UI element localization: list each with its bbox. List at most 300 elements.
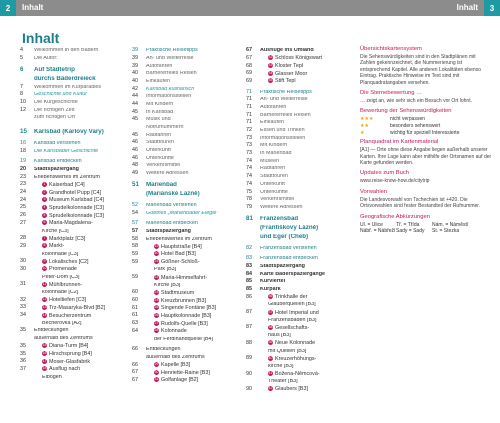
- toc-entry[interactable]: [246, 62, 354, 70]
- toc-page-number: 72: [246, 127, 252, 134]
- toc-entry[interactable]: [246, 181, 354, 189]
- toc-entry[interactable]: [246, 244, 354, 252]
- toc-page-number: 88: [246, 339, 252, 346]
- toc-entry[interactable]: [20, 297, 124, 305]
- star-legend-row: [360, 130, 492, 137]
- toc-entry[interactable]: [132, 320, 240, 328]
- toc-entry-label: Die Karlsbader Geschichte: [34, 148, 99, 154]
- toc-entry[interactable]: [20, 335, 124, 343]
- toc-entry[interactable]: [246, 204, 354, 212]
- toc-entry[interactable]: [132, 155, 240, 163]
- toc-entry-label: An- und Weiterreise: [260, 97, 308, 103]
- toc-entry[interactable]: [132, 116, 240, 124]
- toc-entry-label: Hauptkolonnade [B3]: [161, 312, 212, 319]
- toc-page-number: 49: [132, 170, 138, 177]
- toc-entry[interactable]: [246, 78, 354, 86]
- toc-page-number: 23: [20, 181, 26, 188]
- toc-entry[interactable]: [132, 312, 240, 320]
- toc-entry[interactable]: [132, 93, 240, 101]
- toc-entry-label: Karlsbad verstehen: [34, 140, 81, 146]
- toc-entry[interactable]: [20, 320, 124, 328]
- toc-entry-label: Autofahren: [260, 104, 287, 110]
- toc-entry-label: Kirche [B3]: [154, 282, 181, 288]
- sight-number-marker: 11: [42, 281, 47, 286]
- toc-entry[interactable]: [132, 328, 240, 336]
- toc-page-number: 66: [132, 361, 138, 368]
- toc-entry[interactable]: [132, 139, 240, 147]
- sight-number-marker: 12: [42, 297, 47, 302]
- toc-entry[interactable]: [20, 304, 124, 312]
- toc-entry[interactable]: [132, 289, 240, 297]
- toc-entry[interactable]: [20, 181, 124, 189]
- toc-entry[interactable]: [132, 235, 240, 243]
- sight-number-marker: 15: [42, 343, 47, 348]
- toc-entry[interactable]: [246, 317, 354, 325]
- toc-entry[interactable]: [246, 386, 354, 394]
- toc-entry[interactable]: [246, 232, 354, 241]
- toc-page-number: 67: [246, 47, 252, 54]
- toc-entry-label: Sprudelkolonnade [C3]: [49, 212, 104, 219]
- toc-entry[interactable]: [132, 78, 240, 86]
- toc-entry-label: kolonnade [C3]: [42, 251, 79, 257]
- toc-entry[interactable]: [132, 266, 240, 274]
- legend-heading-dialing: Vorwahlen: [360, 188, 388, 195]
- sight-number-marker: 8: [43, 243, 46, 248]
- toc-entry-label: Weitere Adressen: [146, 171, 189, 177]
- star-legend-label: nicht verpassen: [390, 116, 426, 123]
- updates-link[interactable]: www.reise-know-how.de/citytrip: [360, 178, 430, 185]
- toc-page-number: 35: [20, 350, 26, 357]
- legend-text-dialing: Die Landesvorwahl von Tschechien ist +420. Die Ortsvorwahlen sind fester Bestandteil der Rufnummer.: [360, 196, 481, 210]
- toc-entry-label: Barrierefreies Reisen: [146, 71, 197, 77]
- toc-page-number: 79: [246, 203, 252, 210]
- toc-entry-label: mit Quellen [B3]: [268, 348, 307, 354]
- toc-entry[interactable]: [246, 255, 354, 263]
- toc-page-number: 71: [246, 96, 252, 103]
- toc-entry[interactable]: [132, 297, 240, 305]
- toc-entry[interactable]: [132, 101, 240, 109]
- toc-entry[interactable]: [246, 96, 354, 104]
- toc-entry-label: Trz-Masaryka-Blvd [B2]: [49, 304, 106, 311]
- toc-column-2: [132, 47, 240, 385]
- star-icon: ★★★: [360, 116, 374, 123]
- toc-entry-label: Singende Fontäne [B3]: [161, 305, 217, 312]
- toc-entry-label: Mühlbrunnen-: [49, 281, 83, 288]
- toc-entry-label: kirche [B3]: [268, 363, 294, 369]
- toc-entry[interactable]: [132, 209, 240, 217]
- toc-entry[interactable]: [132, 170, 240, 178]
- toc-page-number: 90: [246, 385, 252, 392]
- toc-entry[interactable]: [246, 150, 354, 158]
- toc-entry-label: Entdeckungen: [146, 347, 181, 353]
- toc-entry-label: In Karlsbad: [146, 109, 174, 115]
- toc-entry[interactable]: [246, 263, 354, 271]
- toc-entry[interactable]: [246, 347, 354, 355]
- toc-entry-label: Schloss Königswart: [275, 55, 323, 62]
- toc-entry[interactable]: [132, 259, 240, 267]
- toc-entry[interactable]: [246, 214, 354, 223]
- toc-entry-label: Stadtspaziergang: [146, 228, 191, 234]
- toc-entry[interactable]: [20, 235, 124, 243]
- toc-entry[interactable]: [246, 158, 354, 166]
- toc-entry-label: Die richtigen Zeit: [34, 107, 75, 113]
- toc-entry[interactable]: [20, 289, 124, 297]
- toc-page-number: 60: [132, 289, 138, 296]
- toc-entry-label: Barrierefreies Reisen: [260, 112, 311, 118]
- abbreviation-item: Ul. = Ulice: [360, 221, 383, 228]
- toc-entry[interactable]: [246, 127, 354, 135]
- toc-entry[interactable]: [132, 251, 240, 259]
- toc-entry-label: Grandhotel Pupp [C4]: [49, 189, 102, 196]
- toc-entry-label: Stadtspaziergang: [260, 263, 305, 269]
- sight-number-marker: 22: [154, 274, 159, 279]
- toc-entry-label: Stadttouren: [260, 174, 288, 180]
- toc-page-number: 54: [132, 209, 138, 216]
- toc-page-number: 39: [132, 62, 138, 69]
- toc-page-number: 82: [246, 244, 252, 251]
- abbreviation-item: Tř. = Třída: [396, 221, 420, 228]
- toc-entry[interactable]: [20, 174, 124, 182]
- toc-entry-label: Museen: [260, 158, 280, 164]
- sight-number-marker: 33: [268, 63, 273, 68]
- toc-entry-label: Karlsbad entdecken: [34, 159, 82, 165]
- toc-entry-label: Glauberquellen [B3]: [268, 302, 316, 308]
- toc-entry-label: Franzensbad: [260, 215, 299, 222]
- toc-entry[interactable]: [20, 227, 124, 235]
- toc-entry[interactable]: [246, 324, 354, 332]
- toc-entry-label: Hotel Imperial und: [275, 309, 319, 316]
- toc-page-number: 69: [246, 77, 252, 84]
- sight-number-marker: 40: [268, 355, 273, 360]
- toc-entry[interactable]: [20, 114, 124, 122]
- toc-entry-label: Kapelle [B3]: [161, 362, 191, 369]
- header-title-left: Inhalt: [22, 3, 44, 12]
- toc-entry[interactable]: [132, 85, 240, 93]
- sight-number-marker: 18: [42, 366, 47, 371]
- toc-page-number: 16: [20, 139, 26, 146]
- toc-entry[interactable]: [20, 65, 124, 74]
- legend-heading-map: Übersichtskartensystem: [360, 46, 422, 52]
- toc-entry-label: Erlebenswertes im Zentrum: [146, 236, 212, 242]
- toc-page-number: 67: [246, 54, 252, 61]
- toc-entry-label: Verkehrsmittel: [146, 163, 181, 169]
- toc-entry[interactable]: [246, 370, 354, 378]
- toc-page-number: 63: [132, 320, 138, 327]
- toc-entry-label: Unterkünfte: [260, 189, 288, 195]
- toc-page-number: 32: [20, 296, 26, 303]
- toc-entry[interactable]: [20, 197, 124, 205]
- toc-entry[interactable]: [246, 142, 354, 150]
- sight-number-marker: 31: [154, 377, 159, 382]
- toc-entry-label: Gößner-Schloß-: [161, 259, 200, 266]
- toc-entry[interactable]: [20, 99, 124, 107]
- toc-entry[interactable]: [246, 47, 354, 55]
- toc-entry-label: Theater [B3]: [268, 379, 298, 385]
- toc-entry[interactable]: [132, 228, 240, 236]
- sight-number-marker: 28: [154, 328, 159, 333]
- toc-entry[interactable]: [246, 363, 354, 371]
- toc-entry-label: Entdeckungen: [34, 328, 69, 334]
- toc-entry-label: Weitere Adressen: [260, 204, 303, 210]
- sight-number-marker: 13: [42, 304, 47, 309]
- toc-entry[interactable]: [246, 55, 354, 63]
- toc-entry-label: Die Autor:: [34, 55, 58, 61]
- toc-entry[interactable]: [20, 358, 124, 366]
- toc-entry[interactable]: [20, 258, 124, 266]
- toc-entry[interactable]: [132, 124, 240, 132]
- sight-number-marker: 30: [154, 369, 159, 374]
- sight-number-marker: 5: [43, 212, 46, 217]
- toc-entry[interactable]: [246, 173, 354, 181]
- toc-page-number: 24: [20, 189, 26, 196]
- toc-entry-label: Willkommen in den Bädern: [34, 48, 99, 54]
- toc-page-number: 59: [132, 258, 138, 265]
- sight-number-marker: 4: [43, 204, 46, 209]
- toc-entry[interactable]: [20, 55, 124, 63]
- toc-entry-label: Golfanlage [B2]: [161, 377, 199, 384]
- toc-entry[interactable]: [132, 369, 240, 377]
- toc-entry[interactable]: [132, 220, 240, 228]
- toc-entry[interactable]: [20, 274, 124, 282]
- toc-entry-label: zum richtigen Ort: [34, 115, 76, 121]
- toc-entry[interactable]: [246, 223, 354, 232]
- toc-entry[interactable]: [132, 47, 240, 55]
- page-number-right: 3: [484, 0, 500, 16]
- toc-entry[interactable]: [132, 162, 240, 170]
- toc-entry[interactable]: [132, 243, 240, 251]
- sight-number-marker: 41: [268, 371, 273, 376]
- toc-entry-label: Mit Kindern: [260, 143, 288, 149]
- toc-entry[interactable]: [20, 140, 124, 148]
- toc-entry-label: Diana-Turm [B4]: [49, 343, 89, 350]
- star-legend-row: [360, 116, 492, 123]
- toc-entry[interactable]: [132, 361, 240, 369]
- toc-page-number: 67: [132, 369, 138, 376]
- toc-entry[interactable]: [132, 274, 240, 282]
- toc-page-number: 60: [132, 297, 138, 304]
- toc-entry[interactable]: [246, 340, 354, 348]
- toc-page-number: 45: [132, 116, 138, 123]
- toc-entry[interactable]: [20, 158, 124, 166]
- toc-page-number: 68: [246, 62, 252, 69]
- star-legend: [360, 116, 492, 136]
- toc-page-number: 44: [132, 93, 138, 100]
- toc-entry[interactable]: [20, 373, 124, 381]
- toc-page-number: 39: [132, 54, 138, 61]
- toc-entry-label: Praktische Reisetipps: [146, 48, 198, 54]
- sight-number-marker: 10: [42, 266, 47, 271]
- sight-number-marker: 3: [43, 197, 46, 202]
- toc-entry[interactable]: [246, 301, 354, 309]
- toc-entry-label: Radfahren: [146, 132, 172, 138]
- toc-entry-label: Geschichte und Kultur: [34, 92, 88, 98]
- toc-entry[interactable]: [132, 346, 240, 354]
- toc-page-number: 89: [246, 355, 252, 362]
- toc-entry[interactable]: [20, 204, 124, 212]
- toc-entry-label: haus [B3]: [268, 333, 291, 339]
- toc-page-number: 34: [20, 312, 26, 319]
- toc-entry-label: Sprudelkolonnade [C3]: [49, 204, 104, 211]
- toc-entry-label: Hoteltiefen [C3]: [49, 297, 87, 304]
- toc-entry[interactable]: [20, 189, 124, 197]
- toc-entry[interactable]: [20, 312, 124, 320]
- toc-entry[interactable]: [132, 109, 240, 117]
- toc-entry-label: Peter-Dom [C3]: [42, 274, 80, 280]
- toc-entry[interactable]: [246, 112, 354, 120]
- legend-heading-grid: Planquadrat im Kartenmaterial: [360, 139, 439, 146]
- toc-entry[interactable]: [20, 166, 124, 174]
- sight-number-marker: 34: [268, 70, 273, 75]
- toc-entry-label: Stift Tepl: [275, 78, 296, 85]
- toc-entry-label: Markt-: [49, 243, 65, 250]
- toc-entry[interactable]: [20, 220, 124, 228]
- toc-entry[interactable]: [246, 119, 354, 127]
- toc-page-number: 15: [20, 128, 27, 136]
- toc-entry[interactable]: [246, 88, 354, 96]
- toc-entry[interactable]: [246, 70, 354, 78]
- toc-entry[interactable]: [20, 106, 124, 114]
- abbreviation-item: Nábř. = Nábřeží: [360, 228, 396, 235]
- toc-entry-label: Kurviertel: [260, 279, 286, 285]
- toc-entry[interactable]: [132, 190, 240, 199]
- toc-entry[interactable]: [132, 132, 240, 140]
- toc-entry[interactable]: [246, 286, 354, 294]
- toc-entry-label: Unterkunft: [146, 148, 171, 154]
- toc-entry-label: Kirche [C3]: [42, 228, 69, 234]
- toc-entry-label: Marienbad: [146, 182, 177, 189]
- toc-entry[interactable]: [132, 377, 240, 385]
- toc-entry[interactable]: [20, 47, 124, 55]
- toc-entry[interactable]: [132, 181, 240, 190]
- toc-page-number: 69: [246, 70, 252, 77]
- toc-entry[interactable]: [132, 147, 240, 155]
- toc-entry[interactable]: [20, 243, 124, 251]
- toc-entry-label: Franzensbad entdecken: [260, 256, 318, 262]
- sight-number-marker: 7: [43, 235, 46, 240]
- toc-entry[interactable]: [132, 335, 240, 343]
- toc-page-number: 51: [132, 181, 139, 189]
- toc-entry[interactable]: [246, 196, 354, 204]
- toc-entry[interactable]: [132, 55, 240, 63]
- toc-entry[interactable]: [20, 327, 124, 335]
- toc-entry[interactable]: [246, 332, 354, 340]
- toc-entry[interactable]: [20, 83, 124, 91]
- toc-entry-label: Informationsstellen: [146, 94, 192, 100]
- page-number-left: 2: [0, 0, 16, 16]
- toc-entry[interactable]: [132, 62, 240, 70]
- toc-entry-label: außerhalb des Zentrums: [34, 336, 93, 342]
- sight-number-marker: 19: [154, 243, 159, 248]
- toc-entry[interactable]: [20, 212, 124, 220]
- sight-number-marker: 25: [154, 305, 159, 310]
- toc-page-number: 73: [246, 150, 252, 157]
- legend-text-stars: … zeigt an, wie sehr sich ein Besuch vor Ort lohnt.: [360, 98, 472, 105]
- toc-entry[interactable]: [20, 350, 124, 358]
- toc-page-number: 85: [246, 286, 252, 293]
- toc-entry[interactable]: [20, 343, 124, 351]
- toc-entry[interactable]: [20, 74, 124, 83]
- toc-entry-label: Maria-Magdalena-: [49, 220, 93, 227]
- toc-page-number: 90: [246, 370, 252, 377]
- page-title: Inhalt: [22, 30, 60, 46]
- toc-entry[interactable]: [246, 378, 354, 386]
- toc-entry[interactable]: [246, 104, 354, 112]
- toc-page-number: 35: [20, 342, 26, 349]
- toc-entry-label: Elbogen: [42, 374, 62, 380]
- toc-entry[interactable]: [246, 165, 354, 173]
- toc-page-number: 86: [246, 293, 252, 300]
- toc-page-number: 33: [20, 304, 26, 311]
- star-legend-row: [360, 123, 492, 130]
- toc-entry[interactable]: [246, 309, 354, 317]
- sight-number-marker: 21: [154, 259, 159, 264]
- toc-entry[interactable]: [20, 91, 124, 99]
- toc-entry[interactable]: [20, 128, 124, 137]
- toc-column-1: [20, 47, 124, 381]
- sight-number-marker: 14: [42, 312, 47, 317]
- toc-page-number: 4: [20, 47, 23, 54]
- toc-entry[interactable]: [132, 354, 240, 362]
- toc-entry[interactable]: [20, 366, 124, 374]
- toc-entry-label: Autofahren: [146, 63, 173, 69]
- toc-entry-label: und Eger (Cheb): [260, 233, 309, 240]
- toc-entry[interactable]: [246, 355, 354, 363]
- toc-entry[interactable]: [246, 271, 354, 279]
- toc-entry[interactable]: [20, 281, 124, 289]
- toc-entry[interactable]: [132, 282, 240, 290]
- toc-entry-label: Informationsstellen: [260, 135, 306, 141]
- toc-entry[interactable]: [132, 70, 240, 78]
- toc-entry-label: Neue Kolonnade: [275, 340, 316, 347]
- sight-number-marker: 24: [154, 297, 159, 302]
- toc-entry-label: Franzensbaden [B3]: [268, 317, 317, 323]
- toc-entry[interactable]: [20, 266, 124, 274]
- toc-entry-label: Karlsbad (Karlovy Vary): [34, 129, 104, 136]
- toc-page-number: 45: [132, 131, 138, 138]
- sight-number-marker: 36: [268, 294, 273, 299]
- toc-page-number: 27: [20, 219, 26, 226]
- toc-entry[interactable]: [246, 135, 354, 143]
- toc-page-number: 57: [132, 227, 138, 234]
- toc-entry[interactable]: [246, 188, 354, 196]
- toc-entry-label: Kaiserbad [C4]: [49, 181, 85, 188]
- toc-entry[interactable]: [20, 148, 124, 156]
- sight-number-marker: 1: [43, 181, 46, 186]
- toc-page-number: 44: [132, 100, 138, 107]
- toc-entry-label: Maria-Himmelfahrt-: [161, 274, 208, 281]
- sight-number-marker: 2: [43, 189, 46, 194]
- toc-page-number: 83: [246, 255, 252, 262]
- toc-page-number: 67: [132, 376, 138, 383]
- toc-page-number: 40: [132, 77, 138, 84]
- toc-entry[interactable]: [246, 278, 354, 286]
- toc-page-number: 81: [246, 214, 253, 222]
- toc-page-number: 40: [132, 70, 138, 77]
- toc-page-number: 59: [132, 250, 138, 257]
- toc-entry-label: Moser-Glasfabrik: [49, 358, 91, 365]
- toc-entry[interactable]: [246, 294, 354, 302]
- toc-entry-label: Glaubers [B3]: [275, 386, 308, 393]
- toc-entry-label: Kolonnade: [161, 328, 187, 335]
- sight-number-marker: 16: [42, 351, 47, 356]
- toc-entry[interactable]: [132, 202, 240, 210]
- toc-entry-label: Stadtspaziergang: [34, 167, 79, 173]
- toc-entry-label: Hotel Bad [B3]: [161, 251, 196, 258]
- toc-entry[interactable]: [132, 305, 240, 313]
- toc-entry[interactable]: [20, 250, 124, 258]
- abbreviation-item: Nám. = Náměstí: [432, 221, 469, 228]
- toc-entry-label: Besucherzentrum: [49, 312, 92, 319]
